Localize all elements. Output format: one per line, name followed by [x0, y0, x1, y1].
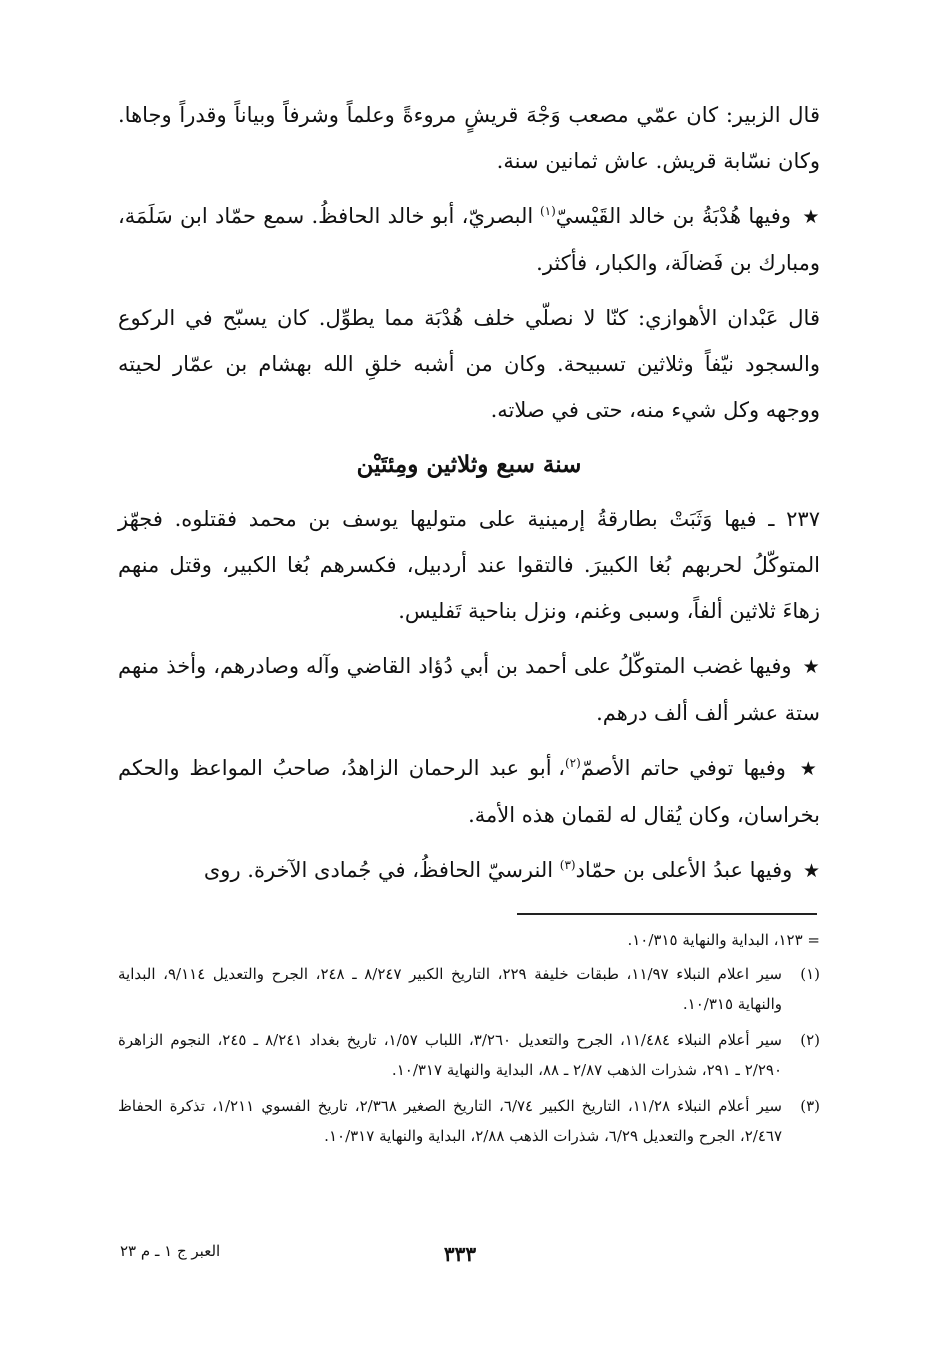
- footnote-ref-3[interactable]: (٣): [559, 858, 576, 872]
- footnote-ref-2[interactable]: (٢): [564, 756, 581, 770]
- footnote-text: سير اعلام النبلاء ١١/٩٧، طبقات خليفة ٢٢٩، التاريخ الكبير ٨/٢٤٧ ـ ٢٤٨، الجرح والتعديل ٩/١١٤، البداية والنهاية ١٠/٣١٥.: [118, 965, 782, 1013]
- paragraph-text: ٢٣٧ ـ فيها وَثَبَتْ بطارقةُ إرمينية على متوليها يوسف بن محمد فقتلوه. فجهّز المتوكّلُ لحربهم بُغا الكبيرَ. فالتقوا عند أردبيل، فكسرهم بُغا الكبير، وقتل منهم زهاءَ ثلاثين ألفاً، وسبى وغنم، ونزل بناحية تَفليس.: [118, 507, 820, 623]
- footnote-2: [118, 1025, 820, 1085]
- paragraph-abdan: [118, 295, 820, 433]
- paragraph-text: وفيها عبدُ الأعلى بن حمّاد: [575, 858, 793, 882]
- footnote-number: (٢): [800, 1031, 820, 1049]
- star-marker: ★: [802, 656, 820, 678]
- paragraph-text: البصريّ، أبو خالد الحافظُ. سمع حمّاد ابن سَلَمَة، ومبارك بن فَضالَة، والكبار، فأكثر.: [118, 204, 820, 275]
- footnote-number: (٣): [800, 1097, 820, 1115]
- footnote-text: سير أعلام النبلاء ١١/٢٨، التاريخ الكبير ٦/٧٤، التاريخ الصغير ٢/٣٦٨، تاريخ الفسوي ١/٢١١، تذكرة الحفاظ ٢/٤٦٧، الجرح والتعديل ٦/٢٩، شذرات الذهب ٢/٨٨، البداية والنهاية ١٠/٣١٧.: [118, 1097, 782, 1145]
- paragraph-text: قال الزبير: كان عمّي مصعب وَجْهَ قريشٍ مروءةً وعلماً وشرفاً وبياناً وقدراً وجاها. وكان نسّابة قريش. عاش ثمانين سنة.: [118, 103, 820, 173]
- printer-signature: العبر ج ١ ـ م ٢٣: [120, 1242, 221, 1260]
- footnote-number: (١): [800, 965, 820, 983]
- footnote-ref-1[interactable]: (١): [539, 204, 556, 218]
- paragraph-year-237: [118, 496, 820, 634]
- paragraph-text: وفيها غضب المتوكّلُ على أحمد بن أبي دُؤاد القاضي وآله وصادرهم، وأخذ منهم ستة عشر ألف ألف درهم.: [118, 654, 820, 725]
- section-heading: سنة سبع وثلاثين ومِئتَيْن: [356, 451, 582, 478]
- star-marker: ★: [799, 758, 820, 780]
- paragraph-zubayr: [118, 92, 820, 184]
- paragraph-abdulala: [118, 847, 820, 894]
- paragraph-hudba: [118, 193, 820, 286]
- footnote-1: [118, 959, 820, 1019]
- paragraph-text: ، أبو عبد الرحمان الزاهدُ، صاحبُ المواعظ والحكم بخراسان، وكان يُقال له لقمان هذه الأمة.: [118, 756, 820, 827]
- footnote-continuation: = ١٢٣، البداية والنهاية ١٠/٣١٥.: [627, 931, 820, 949]
- main-text: [118, 92, 820, 903]
- star-marker: ★: [802, 860, 820, 882]
- paragraph-mutawakkil: [118, 643, 820, 736]
- star-marker: ★: [802, 206, 821, 228]
- page-number: ٣٣٣: [443, 1242, 477, 1266]
- paragraph-text: قال عَبْدان الأهوازي: كنّا لا نصلّي خلف هُدْبَة مما يطوِّل. كان يسبّح في الركوع والسجود نيّفاً وثلاثين تسبيحة. وكان من أشبه خلقِ الله بهشام بن عمّار لحيته ووجهه وكل شيء منه، حتى في صلاته.: [118, 306, 820, 422]
- footnotes: [118, 925, 820, 1157]
- paragraph-text: وفيها هُدْبَةُ بن خالد القَيْسيّ: [555, 204, 791, 228]
- paragraph-hatim: [118, 745, 820, 838]
- footnote-text: سير أعلام النبلاء ١١/٤٨٤، الجرح والتعديل ٣/٢٦٠، اللباب ١/٥٧، تاريخ بغداد ٨/٢٤١ ـ ٢٤٥، النجوم الزاهرة ٢/٢٩٠ ـ ٢٩١، شذرات الذهب ٢/٨٧ ـ ٨٨، البداية والنهاية ١٠/٣١٧.: [118, 1031, 782, 1079]
- footnote-3: [118, 1091, 820, 1151]
- footnote-separator: [517, 913, 817, 915]
- paragraph-text: وفيها توفي حاتم الأصمّ: [580, 756, 786, 780]
- paragraph-text: النرسيّ الحافظُ، في جُمادى الآخرة. روى: [203, 858, 560, 882]
